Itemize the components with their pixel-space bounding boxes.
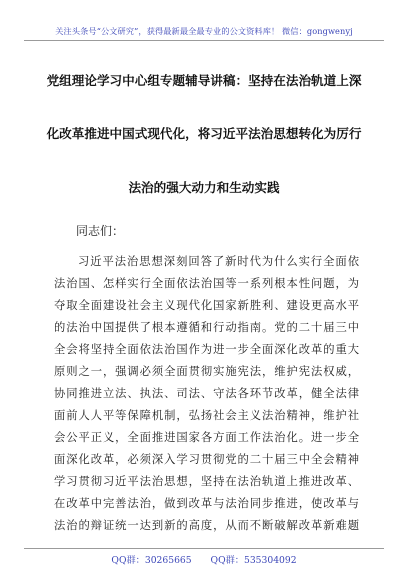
body-line: 会公平正义，全面推进国家各方面工作法治化。进一步全 [54, 431, 359, 444]
footer-divider [24, 548, 384, 549]
title-line-3: 法治的强大动力和生动实践 [128, 180, 280, 195]
body-line: 面前人人平等保障机制，弘扬社会主义法治精神，维护社 [54, 409, 359, 422]
salutation: 同志们： [76, 224, 125, 238]
title-line-1: 党组理论学习中心组专题辅导讲稿：坚持在法治轨道上深 [46, 73, 362, 88]
body-line: 法治国、怎样实行全面依法治国等一系列根本性问题，为 [54, 277, 359, 290]
footer-qq-group-2: QQ群：535304092 [210, 555, 297, 566]
document-footer [0, 552, 408, 566]
body-line: 习近平法治思想深刻回答了新时代为什么实行全面依 [78, 255, 359, 268]
body-line: 法治的辩证统一达到新的高度，从而不断破解改革新难题 [54, 519, 359, 532]
document-header: 关注头条号“公文研究”，获得最新最全最专业的公文资料库！ 微信：gongwenyj [55, 26, 353, 36]
title-line-2: 化改革推进中国式现代化，将习近平法治思想转化为厉行 [46, 126, 362, 141]
header-divider [24, 40, 384, 41]
body-line: 原则之一，强调必须全面贯彻实施宪法，维护宪法权威， [54, 365, 359, 378]
body-line: 全会将坚持全面依法治国作为进一步全面深化改革的重大 [54, 343, 359, 356]
body-line: 在改革中完善法治，做到改革与法治同步推进，使改革与 [54, 497, 359, 510]
body-line: 面深化改革，必须深入学习贯彻党的二十届三中全会精神 [54, 453, 359, 466]
footer-qq-group-1: QQ群：30265665 [111, 555, 192, 566]
body-line: 夺取全面建设社会主义现代化国家新胜利、建设更高水平 [54, 299, 359, 312]
body-line: 协同推进立法、执法、司法、守法各环节改革，健全法律 [54, 387, 359, 400]
body-line: 的法治中国提供了根本遵循和行动指南。党的二十届三中 [54, 321, 359, 334]
body-line: 学习贯彻习近平法治思想，坚持在法治轨道上推进改革、 [54, 475, 359, 488]
